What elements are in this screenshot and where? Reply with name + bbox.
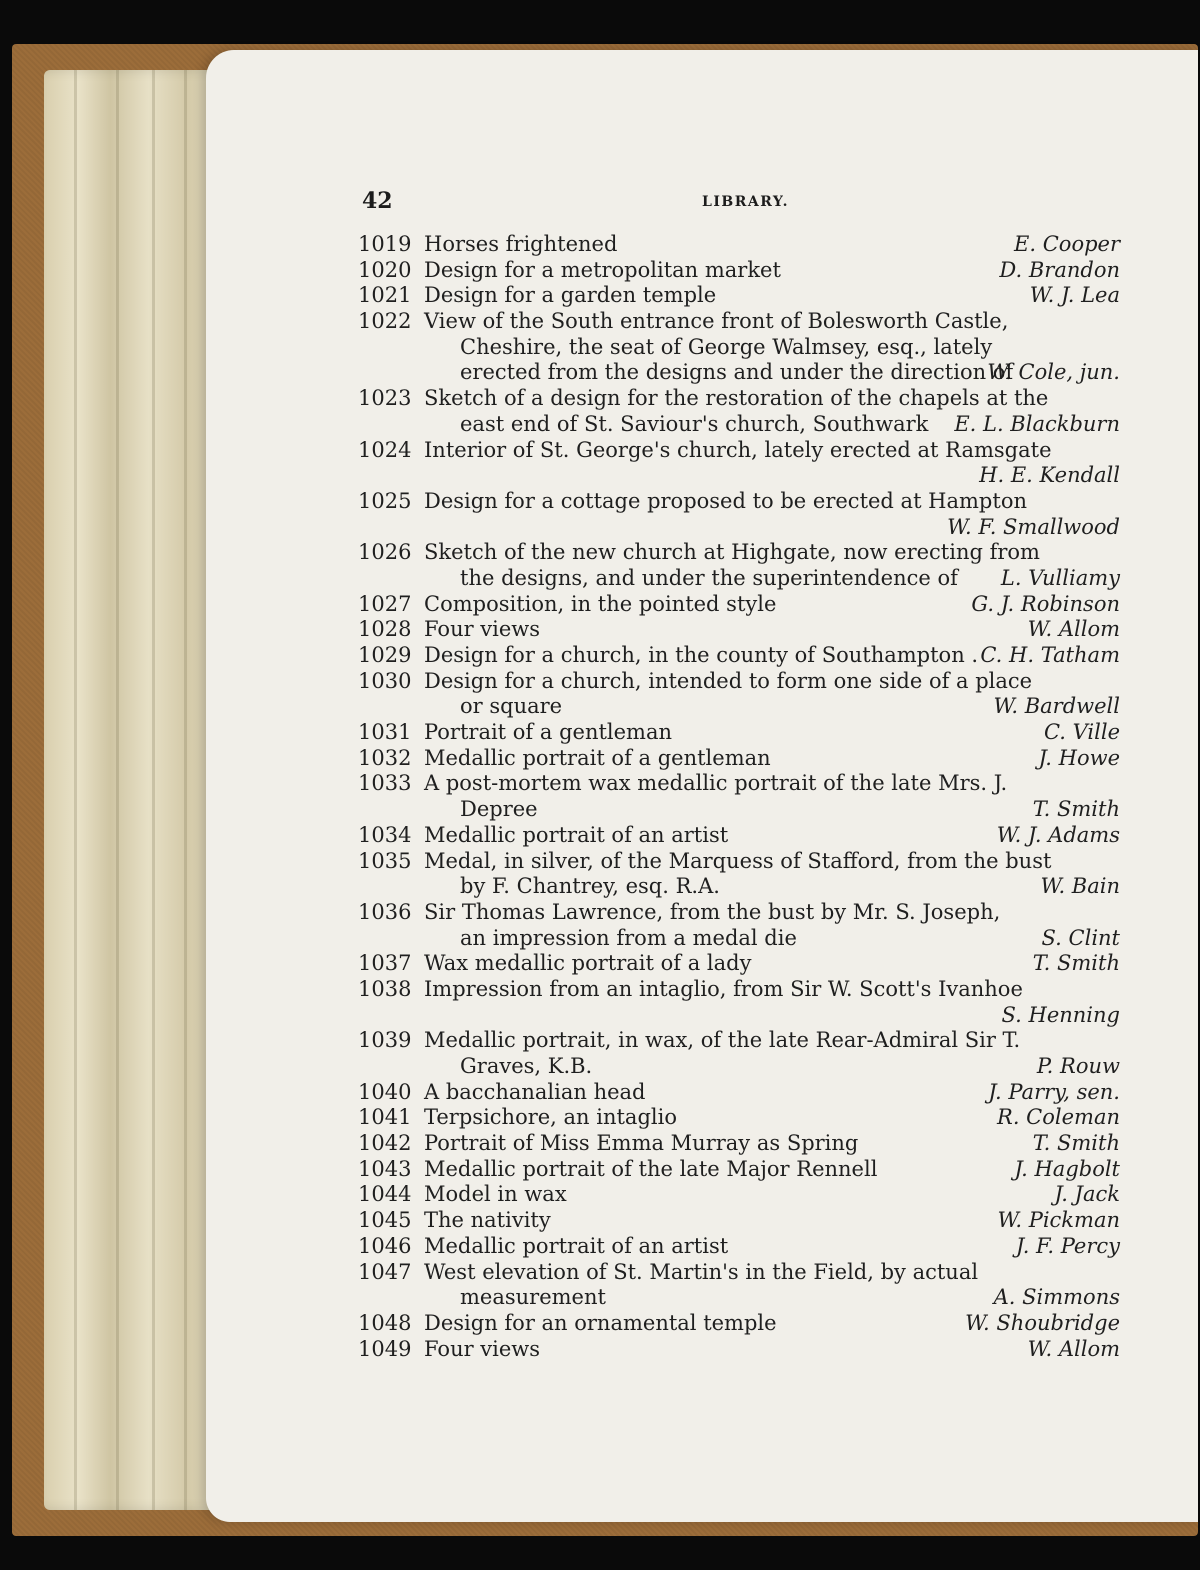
- entry-artist: W. F. Smallwood: [947, 514, 1120, 539]
- entry-number: 1039: [358, 1028, 412, 1053]
- catalogue-entry: [358, 489, 1120, 540]
- entry-artist: W. Shoubridge: [965, 1310, 1120, 1335]
- entry-artist: J. Hagbolt: [1014, 1156, 1120, 1181]
- entry-number: 1030: [358, 668, 412, 693]
- entry-number: 1019: [358, 232, 412, 256]
- catalogue-entry: [358, 386, 1120, 437]
- entry-line: [358, 1080, 1120, 1106]
- entry-line: [358, 926, 1120, 952]
- entry-title: Design for a church, intended to form one side of a place: [424, 668, 1033, 693]
- entry-number: 1038: [358, 976, 412, 1001]
- catalogue-entry: [358, 258, 1120, 284]
- entry-number: 1020: [358, 257, 412, 282]
- entry-line: [358, 258, 1120, 284]
- catalogue-entry: [358, 977, 1120, 1028]
- catalogue-entry: [358, 900, 1120, 951]
- catalogue-entries: [358, 232, 1120, 1362]
- entry-line: [358, 412, 1120, 438]
- catalogue-entry: [358, 1337, 1120, 1363]
- entry-title: Horses frightened: [424, 232, 618, 256]
- entry-number: 1029: [358, 643, 412, 667]
- entry-title: Portrait of a gentleman: [424, 720, 673, 745]
- entry-number: 1035: [358, 848, 412, 873]
- entry-artist: J. Howe: [1038, 745, 1120, 770]
- entry-title: Four views: [424, 617, 541, 642]
- page-header: [362, 188, 1122, 218]
- entry-title: Design for a metropolitan market: [424, 257, 781, 282]
- page-number: 42: [362, 188, 393, 214]
- entry-number: 1046: [358, 1233, 412, 1258]
- entry-line: [358, 694, 1120, 720]
- entry-line: [358, 1285, 1120, 1311]
- entry-line: [358, 335, 1120, 361]
- entry-line: [358, 874, 1120, 900]
- entry-title: Cheshire, the seat of George Walmsey, esq., lately: [460, 334, 993, 359]
- entry-number: 1025: [358, 488, 412, 513]
- entry-artist: T. Smith: [1032, 951, 1120, 976]
- entry-line: [358, 386, 1120, 412]
- entry-line: [358, 1260, 1120, 1286]
- catalogue-entry: [358, 669, 1120, 720]
- entry-title: Graves, K.B.: [460, 1054, 593, 1078]
- entry-line: [358, 1028, 1120, 1054]
- entry-artist: J. Jack: [1054, 1182, 1120, 1207]
- catalogue-entry: [358, 1105, 1120, 1131]
- entry-line: [358, 643, 1120, 669]
- entry-artist: L. Vulliamy: [1000, 565, 1120, 590]
- catalogue-entry: [358, 1182, 1120, 1208]
- entry-artist: G. J. Robinson: [971, 591, 1120, 616]
- entry-line: [358, 1337, 1120, 1363]
- entry-line: [358, 977, 1120, 1003]
- entry-line: [358, 1311, 1120, 1337]
- entry-line: [358, 540, 1120, 566]
- catalogue-entry: [358, 1260, 1120, 1311]
- entry-number: 1026: [358, 540, 412, 565]
- entry-number: 1042: [358, 1131, 412, 1156]
- entry-title: A bacchanalian head: [424, 1079, 646, 1104]
- catalogue-entry: [358, 823, 1120, 849]
- entry-artist: W. Bain: [1040, 874, 1120, 899]
- entry-title: Design for a cottage proposed to be erected at Hampton: [424, 488, 1027, 513]
- catalogue-entry: [358, 746, 1120, 772]
- entry-artist: T. Smith: [1032, 797, 1120, 822]
- entry-title: A post-mortem wax medallic portrait of the late Mrs. J.: [424, 771, 1008, 796]
- entry-number: 1021: [358, 283, 412, 308]
- entry-line: [358, 1182, 1120, 1208]
- entry-number: 1048: [358, 1310, 412, 1335]
- entry-artist: W. Bardwell: [993, 694, 1120, 719]
- entry-number: 1043: [358, 1156, 412, 1181]
- entry-title: or square: [460, 694, 563, 719]
- entry-number: 1044: [358, 1182, 412, 1207]
- catalogue-entry: [358, 438, 1120, 489]
- entry-line: [358, 592, 1120, 618]
- entry-artist: A. Simmons: [993, 1285, 1120, 1310]
- entry-line: [358, 1234, 1120, 1260]
- entry-line: [358, 951, 1120, 977]
- entry-line: [358, 849, 1120, 875]
- entry-title: Design for a church, in the county of Southampton .: [424, 643, 979, 667]
- catalogue-entry: [358, 592, 1120, 618]
- entry-title: View of the South entrance front of Bolesworth Castle,: [424, 309, 1009, 334]
- entry-title: Medallic portrait of an artist: [424, 822, 729, 847]
- entry-artist: C. Ville: [1043, 720, 1120, 745]
- catalogue-entry: [358, 1028, 1120, 1079]
- entry-line: [358, 515, 1120, 541]
- entry-artist: J. F. Percy: [1015, 1233, 1120, 1258]
- catalogue-entry: [358, 771, 1120, 822]
- entry-line: [358, 1157, 1120, 1183]
- catalogue-entry: [358, 951, 1120, 977]
- entry-number: 1049: [358, 1336, 412, 1361]
- entry-title: The nativity: [424, 1208, 551, 1233]
- entry-title: Portrait of Miss Emma Murray as Spring: [424, 1131, 859, 1156]
- entry-title: Sir Thomas Lawrence, from the bust by Mr. S. Joseph,: [424, 899, 1001, 924]
- entry-artist: P. Rouw: [1036, 1054, 1120, 1078]
- entry-line: [358, 1131, 1120, 1157]
- entry-title: Terpsichore, an intaglio: [424, 1105, 677, 1130]
- entry-line: [358, 232, 1120, 258]
- entry-title: Design for an ornamental temple: [424, 1310, 777, 1335]
- catalogue-entry: [358, 540, 1120, 591]
- entry-artist: H. E. Kendall: [979, 463, 1120, 488]
- entry-line: [358, 489, 1120, 515]
- catalogue-entry: [358, 1208, 1120, 1234]
- entry-line: [358, 746, 1120, 772]
- entry-title: east end of St. Saviour's church, Southwark: [460, 411, 929, 436]
- entry-artist: R. Coleman: [997, 1105, 1120, 1130]
- entry-title: Sketch of the new church at Highgate, now erecting from: [424, 540, 1040, 565]
- entry-number: 1036: [358, 899, 412, 924]
- entry-number: 1028: [358, 617, 412, 642]
- entry-title: measurement: [460, 1285, 606, 1310]
- catalogue-entry: [358, 643, 1120, 669]
- catalogue-entry: [358, 720, 1120, 746]
- entry-title: Medallic portrait of a gentleman: [424, 745, 771, 770]
- entry-artist: J. Parry, sen.: [988, 1079, 1120, 1104]
- entry-number: 1034: [358, 822, 412, 847]
- entry-line: [358, 1105, 1120, 1131]
- entry-number: 1024: [358, 437, 412, 462]
- entry-line: [358, 771, 1120, 797]
- entry-number: 1023: [358, 386, 412, 411]
- entry-artist: W. Cole, jun.: [987, 360, 1120, 385]
- entry-line: [358, 1054, 1120, 1080]
- entry-number: 1041: [358, 1105, 412, 1130]
- entry-line: [358, 463, 1120, 489]
- entry-title: Medallic portrait of the late Major Rennell: [424, 1156, 878, 1181]
- entry-number: 1033: [358, 771, 412, 796]
- entry-artist: W. Allom: [1027, 617, 1120, 642]
- entry-artist: W. Allom: [1027, 1336, 1120, 1361]
- catalogue-entry: [358, 309, 1120, 386]
- entry-line: [358, 823, 1120, 849]
- entry-number: 1022: [358, 309, 412, 334]
- entry-number: 1031: [358, 720, 412, 745]
- entry-title: Sketch of a design for the restoration of the chapels at the: [424, 386, 1049, 411]
- entry-title: an impression from a medal die: [460, 925, 797, 950]
- entry-title: Medal, in silver, of the Marquess of Stafford, from the bust: [424, 848, 1052, 873]
- entry-line: [358, 797, 1120, 823]
- entry-title: erected from the designs and under the direction of: [460, 360, 1014, 385]
- entry-line: [358, 900, 1120, 926]
- entry-line: [358, 283, 1120, 309]
- entry-line: [358, 1208, 1120, 1234]
- entry-title: Composition, in the pointed style: [424, 591, 777, 616]
- entry-number: 1040: [358, 1079, 412, 1104]
- entry-artist: C. H. Tatham: [980, 643, 1120, 667]
- entry-artist: W. Pickman: [997, 1208, 1120, 1233]
- catalogue-entry: [358, 283, 1120, 309]
- catalogue-entry: [358, 849, 1120, 900]
- entry-title: West elevation of St. Martin's in the Field, by actual: [424, 1259, 979, 1284]
- entry-line: [358, 669, 1120, 695]
- entry-title: Wax medallic portrait of a lady: [424, 951, 752, 976]
- entry-line: [358, 566, 1120, 592]
- entry-artist: E. Cooper: [1014, 232, 1120, 256]
- entry-title: by F. Chantrey, esq. R.A.: [460, 874, 720, 899]
- entry-title: the designs, and under the superintendence of: [460, 565, 958, 590]
- entry-title: Interior of St. George's church, lately erected at Ramsgate: [424, 437, 1052, 462]
- entry-line: [358, 360, 1120, 386]
- entry-title: Impression from an intaglio, from Sir W. Scott's Ivanhoe: [424, 976, 1023, 1001]
- running-title: LIBRARY.: [702, 194, 789, 210]
- catalogue-entry: [358, 1234, 1120, 1260]
- entry-artist: T. Smith: [1032, 1131, 1120, 1156]
- entry-number: 1037: [358, 951, 412, 976]
- catalogue-entry: [358, 1157, 1120, 1183]
- entry-number: 1027: [358, 591, 412, 616]
- entry-line: [358, 617, 1120, 643]
- entry-title: Design for a garden temple: [424, 283, 717, 308]
- catalogue-entry: [358, 1080, 1120, 1106]
- entry-number: 1032: [358, 745, 412, 770]
- entry-title: Four views: [424, 1336, 541, 1361]
- entry-artist: D. Brandon: [999, 257, 1120, 282]
- entry-artist: S. Clint: [1041, 925, 1120, 950]
- entry-artist: E. L. Blackburn: [954, 411, 1120, 436]
- entry-artist: S. Henning: [1001, 1002, 1120, 1027]
- catalogue-entry: [358, 617, 1120, 643]
- entry-line: [358, 438, 1120, 464]
- catalogue-entry: [358, 1311, 1120, 1337]
- entry-line: [358, 720, 1120, 746]
- entry-line: [358, 1003, 1120, 1029]
- catalogue-entry: [358, 232, 1120, 258]
- entry-number: 1047: [358, 1259, 412, 1284]
- entry-artist: W. J. Adams: [996, 822, 1120, 847]
- entry-number: 1045: [358, 1208, 412, 1233]
- entry-title: Medallic portrait, in wax, of the late Rear-Admiral Sir T.: [424, 1028, 1021, 1053]
- entry-artist: W. J. Lea: [1029, 283, 1120, 308]
- entry-line: [358, 309, 1120, 335]
- entry-title: Depree: [460, 797, 538, 822]
- catalogue-entry: [358, 1131, 1120, 1157]
- entry-title: Model in wax: [424, 1182, 567, 1207]
- entry-title: Medallic portrait of an artist: [424, 1233, 729, 1258]
